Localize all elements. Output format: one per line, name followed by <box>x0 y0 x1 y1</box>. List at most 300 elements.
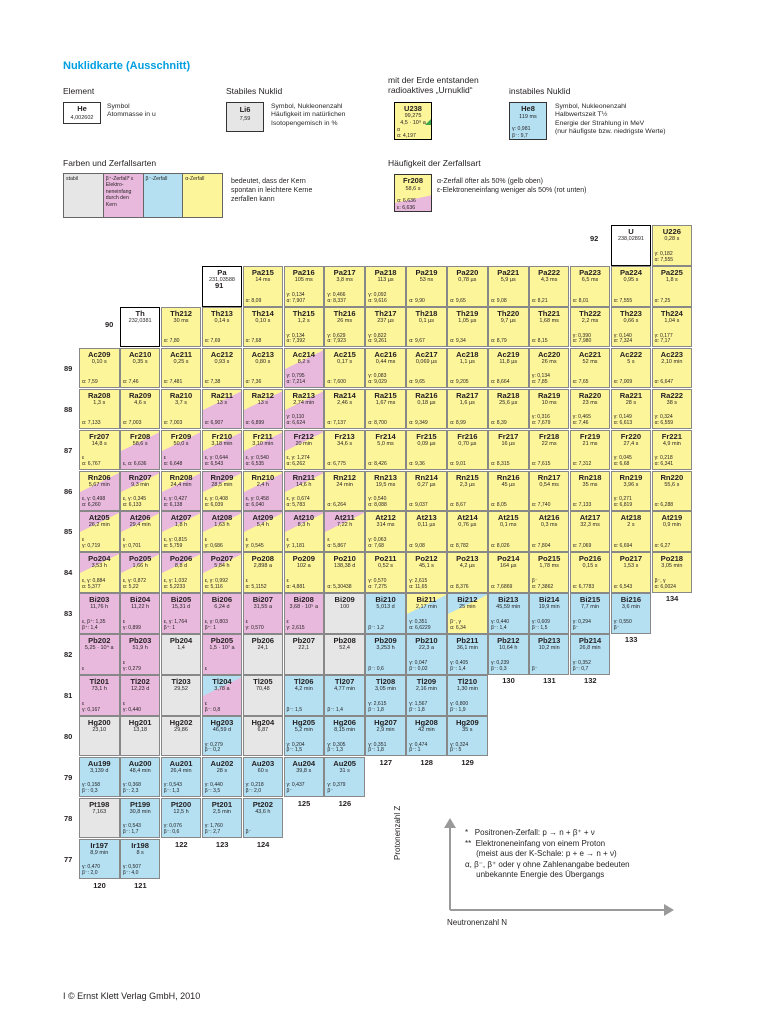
nuclide-name: Ac222 <box>619 349 643 359</box>
nuclide-emission: ε γ: 0,167 <box>82 700 101 713</box>
element-mass: 232,0381 <box>128 317 152 324</box>
nuclide-halflife: 5,2 min <box>294 726 313 733</box>
nuclide-emission: γ: 0,134 α: 7,392 <box>286 332 306 345</box>
z-label: 89 <box>64 363 73 373</box>
nuclide-emission: γ: 0,076 β⁻: 0,6 <box>163 823 182 836</box>
nuclide-emission: γ: 2,615 β⁻: 1,8 <box>368 700 387 713</box>
nuclide-cell <box>447 716 488 757</box>
nuclide-emission: α: 7,36 <box>245 379 262 386</box>
nuclide-halflife: 24,1 <box>257 645 269 652</box>
nuclide-cell <box>120 716 161 757</box>
nuclide-halflife: 11,76 h <box>90 604 109 611</box>
nuclide-cell <box>324 675 365 716</box>
nuclide-name: At205 <box>88 513 110 523</box>
nuclide-name: Po208 <box>251 554 275 564</box>
nuclide-cell <box>570 511 611 552</box>
legend-stable-heading: Stabiles Nuklid <box>226 86 283 96</box>
nuclide-cell <box>488 307 529 348</box>
nuclide-name: Au203 <box>251 758 275 768</box>
nuclide-halflife: 15,31 d <box>171 604 191 611</box>
nuclide-emission: α: 8,026 <box>491 542 510 549</box>
nuclide-halflife: 0,1 µs <box>418 317 434 324</box>
nuclide-halflife: 31,55 a <box>253 604 273 611</box>
nuclide-cell <box>406 348 447 389</box>
nuclide-cell <box>243 634 284 675</box>
nuclide-emission: ε γ: 0,686 <box>204 537 223 549</box>
nuclide-name: Th217 <box>374 308 397 318</box>
nuclide-halflife: 0,27 µs <box>417 481 436 488</box>
nuclide-name: Po212 <box>415 554 438 564</box>
nuclide-cell <box>652 348 693 389</box>
nuclide-name: At213 <box>416 513 437 523</box>
nuclide-name: Rn215 <box>455 472 479 482</box>
nuclide-halflife: 1,78 ms <box>539 563 559 570</box>
nuclide-halflife: 1,8 h <box>174 522 188 529</box>
nuclide-emission: α: 6,27 <box>654 542 671 549</box>
nuclide-halflife: 5 s <box>627 358 635 365</box>
nuclide-emission: γ: 0,140 α: 7,324 <box>613 332 633 345</box>
legend-freq-line2: α: 6,636 <box>397 198 416 204</box>
nuclide-emission: γ: 0,294 β⁻ <box>572 618 591 631</box>
nuclide-halflife: 30 ms <box>173 317 189 324</box>
nuclide-halflife: 36,1 min <box>456 645 478 652</box>
nuclide-halflife: 1,63 h <box>214 522 230 529</box>
nuclide-name: Pb207 <box>292 636 315 646</box>
nuclide-name: Ac219 <box>497 349 520 359</box>
nuclide-cell <box>284 266 325 307</box>
nuclide-name: Fr219 <box>579 431 601 441</box>
nuclide-emission: ε, β⁺: 1,35 β⁺: 1,4 <box>82 618 106 631</box>
nuclide-emission: γ: 0,390 α: 7,980 <box>572 332 592 345</box>
z-label: 92 <box>590 234 599 243</box>
nuclide-emission: ε, γ: 1,032 α: 5,2233 <box>163 577 188 590</box>
nuclide-halflife: 4,3 ms <box>540 277 558 283</box>
nuclide-emission: ε γ: 0,440 <box>122 700 142 713</box>
nuclide-name: Au200 <box>128 758 152 768</box>
nuclide-name: Bi214 <box>539 595 560 605</box>
nuclide-halflife: 20 min <box>295 440 312 447</box>
nuclide-halflife: 0,80 s <box>255 358 271 365</box>
nuclide-name: Hg203 <box>210 717 234 727</box>
nuclide-emission: β⁻ α: 7,3862 <box>531 577 554 590</box>
nuclide-cell <box>79 348 120 389</box>
nuclide-cell <box>365 552 406 593</box>
nuclide-halflife: 50,0 s <box>173 440 189 447</box>
nuclide-cell <box>79 593 120 634</box>
nuclide-name: At208 <box>211 513 233 523</box>
nuclide-emission: γ: 0,368 β⁻: 2,3 <box>122 782 142 795</box>
nuclide-name: Rn213 <box>374 472 397 482</box>
nuclide-emission: γ: 0,134 α: 7,85 <box>531 373 551 386</box>
legend-freq-text-line: α-Zerfall öfter als 50% (gelb oben) <box>437 178 543 185</box>
nuclide-cell <box>243 348 284 389</box>
nuclide-halflife: 0,9 min <box>662 522 681 529</box>
nuclide-name: Fr209 <box>170 431 192 441</box>
nuclide-emission: γ: 0,239 β⁻: 0,3 <box>491 659 510 672</box>
nuclide-emission: ε γ: 0,279 <box>122 659 142 672</box>
nuclide-halflife: 1,2 s <box>297 317 310 324</box>
nuclide-name: At207 <box>170 513 192 523</box>
nuclide-cell <box>120 839 161 880</box>
nuclide-emission: α: 9,08 <box>491 297 507 304</box>
nuclide-name: Ra219 <box>537 390 561 400</box>
nuclide-cell <box>79 511 120 552</box>
nuclide-emission: α: 7,46 <box>122 379 139 386</box>
nuclide-name: Th220 <box>497 308 520 318</box>
nuclide-name: Rn208 <box>169 472 193 482</box>
nuclide-emission: α: 7,38 <box>204 379 221 386</box>
legend-stable-symbol: Li6 <box>239 105 251 114</box>
nuclide-name: Hg205 <box>292 717 316 727</box>
nuclide-name: Th212 <box>170 308 193 318</box>
nuclide-halflife: 10,2 min <box>538 645 560 652</box>
nuclide-halflife: 0,93 s <box>214 358 230 365</box>
nuclide-cell <box>243 430 284 471</box>
nuclide-emission: α: 6,7783 <box>572 583 595 590</box>
nuclide-halflife: 4,77 min <box>334 686 356 692</box>
nuclide-halflife: 1,1 µs <box>459 358 475 365</box>
nuclide-emission: γ: 0,470 β⁻: 2,0 <box>82 864 101 877</box>
nuclide-name: Th223 <box>619 308 642 318</box>
nuclide-cell <box>406 716 447 757</box>
nuclide-cell <box>570 634 611 675</box>
nuclide-name: Pa218 <box>374 268 397 277</box>
legend-freq-line1: 58,6 s <box>405 186 421 192</box>
nuclide-halflife: 1,53 s <box>623 563 639 570</box>
nuclide-cell <box>406 675 447 716</box>
nuclide-cell <box>120 389 161 430</box>
nuclide-cell <box>406 307 447 348</box>
nuclide-cell <box>406 511 447 552</box>
nuclide-name: Ra220 <box>578 390 602 400</box>
nuclide-name: Rn214 <box>415 472 438 482</box>
nuclide-halflife: 4,9 min <box>662 440 681 447</box>
nuclide-name: At216 <box>538 513 560 523</box>
nuclide-emission: ε, γ: 0,540 α: 6,535 <box>245 455 269 468</box>
nuclide-name: Ir198 <box>131 840 150 850</box>
nuclide-cell <box>406 552 447 593</box>
nuclide-emission: α: 8,664 <box>491 379 510 386</box>
nuclide-halflife: 5,013 d <box>376 604 395 611</box>
nuclide-emission: γ: 0,570 α: 7,275 <box>368 577 387 590</box>
nuclide-name: Ra212 <box>251 390 275 400</box>
nuclide-cell <box>611 552 652 593</box>
nuclide-name: Hg202 <box>169 717 193 727</box>
nuclide-cell <box>447 430 488 471</box>
legend-color-betaminus: β⁻-Zerfall <box>144 174 184 217</box>
nuclide-cell <box>161 798 202 839</box>
nuclide-emission: γ: 0,158 β⁻: 0,3 <box>82 782 101 795</box>
nuclide-emission: γ: 0,629 α: 7,923 <box>327 332 346 345</box>
nuclide-name: Fr212 <box>293 431 314 441</box>
nuclide-emission: α: 7,069 <box>572 542 592 549</box>
n-label: 128 <box>420 757 433 767</box>
nuclide-cell <box>570 266 611 307</box>
nuclide-name: Th213 <box>210 308 233 318</box>
nuclide-name: Pt200 <box>170 799 192 809</box>
nuclide-halflife: 102 a <box>296 563 311 570</box>
nuclide-name: Pb202 <box>88 636 111 646</box>
nuclide-emission: α: 7,600 <box>327 379 346 386</box>
nuclide-halflife: 9,7 µs <box>500 317 516 324</box>
nuclide-name: Fr215 <box>416 431 437 441</box>
element-cell <box>120 307 161 348</box>
nuclide-emission: ε, γ: 0,674 α: 5,783 <box>286 496 310 509</box>
nuclide-emission: γ: 0,540 α: 8,088 <box>368 496 387 509</box>
nuclide-name: Pb213 <box>537 636 561 646</box>
nuclide-cell <box>243 716 284 757</box>
nuclide-cell <box>488 511 529 552</box>
nuclide-halflife: 60 s <box>257 767 269 774</box>
nuclide-name: Po214 <box>497 554 520 564</box>
nuclide-name: Po216 <box>578 554 602 564</box>
nuclide-name: Rn210 <box>251 472 275 482</box>
nuclide-halflife: 8,9 min <box>90 849 109 856</box>
nuclide-name: Rn209 <box>210 472 234 482</box>
nuclide-cell <box>243 593 284 634</box>
nuclide-cell <box>202 552 243 593</box>
nuclide-cell <box>161 511 202 552</box>
nuclide-emission: β⁻, γ α: 6,0024 <box>654 577 676 590</box>
nuclide-name: Ir197 <box>90 840 109 850</box>
nuclide-halflife: 138,38 d <box>333 563 356 570</box>
nuclide-cell <box>243 552 284 593</box>
nuclide-name: At209 <box>252 513 274 523</box>
nuclide-halflife: 28 s <box>625 399 637 406</box>
nuclide-halflife: 2,4 h <box>256 481 269 488</box>
nuclide-cell <box>202 634 243 675</box>
nuclide-halflife: 2,16 min <box>415 686 437 692</box>
nuclide-name: Ra208 <box>88 390 111 400</box>
nuclide-name: Pb209 <box>374 636 397 646</box>
nuclide-cell <box>406 471 447 512</box>
nuclide-name: Rn218 <box>578 472 602 482</box>
nuclide-cell <box>406 430 447 471</box>
nuclide-emission: γ: 0,465 α: 7,46 <box>572 414 591 427</box>
nuclide-halflife: 6,5 ms <box>581 277 599 283</box>
legend-ur-heading-line: radioaktives „Urnuklid“ <box>388 85 473 95</box>
nuclide-cell <box>161 430 202 471</box>
legend-stable-text-line: Häufigkeit im natürlichen <box>271 111 346 119</box>
legend-ur-line1: 99,275 <box>404 113 422 119</box>
nuclide-emission: α: 7,009 <box>613 379 633 386</box>
nuclide-cell <box>611 266 652 307</box>
nuclide-emission: γ: 0,047 β⁻: 0,02 <box>409 659 428 672</box>
nuclide-halflife: 164 µs <box>499 563 517 570</box>
nuclide-name: Tl203 <box>171 677 191 686</box>
nuclide-name: Fr220 <box>620 431 642 441</box>
nuclide-halflife: 2,17 min <box>415 604 437 611</box>
nuclide-name: Th216 <box>333 308 356 318</box>
nuclide-cell <box>365 266 406 307</box>
nuclide-name: At211 <box>334 513 355 523</box>
nuclide-cell <box>79 430 120 471</box>
nuclide-emission: α: 8,79 <box>491 338 507 345</box>
nuclide-emission: γ: 0,550 β⁻ <box>613 618 632 631</box>
nuclide-halflife: 26,4 min <box>170 767 192 774</box>
nuclide-cell <box>324 471 365 512</box>
nuclide-cell <box>488 593 529 634</box>
nuclide-halflife: 21 ms <box>582 440 598 447</box>
nuclide-name: At217 <box>579 513 601 523</box>
nuclide-emission: α: 6,543 <box>613 583 633 590</box>
nuclide-cell <box>161 471 202 512</box>
nuclide-emission: γ: 0,305 β⁻: 1,3 <box>327 741 346 754</box>
nuclide-name: Po218 <box>660 554 684 564</box>
nuclide-halflife: 39,8 s <box>296 767 312 774</box>
nuclide-cell <box>365 430 406 471</box>
nuclide-halflife: 0,17 s <box>337 358 353 365</box>
nuclide-halflife: 3,05 min <box>661 563 683 570</box>
nuclide-cell <box>243 757 284 798</box>
nuclide-emission: γ: 0,351 β⁻: 1,8 <box>368 741 387 754</box>
nuclide-halflife: 58,6 s <box>132 440 148 447</box>
nuclide-cell <box>243 511 284 552</box>
nuclide-halflife: 0,28 s <box>664 236 680 243</box>
nuclide-cell <box>611 593 652 634</box>
element-symbol: U <box>628 227 634 237</box>
nuclide-emission: γ: 0,352 β⁻: 0,7 <box>572 659 591 672</box>
nuclide-cell <box>161 552 202 593</box>
nuclide-cell <box>161 389 202 430</box>
nuclide-emission: γ: 0,279 β⁻: 0,2 <box>204 741 223 754</box>
nuclide-emission: γ: 0,218 α: 6,341 <box>654 455 674 468</box>
nuclide-halflife: 1,67 ms <box>375 399 396 406</box>
nuclide-cell <box>161 757 202 798</box>
nuclide-halflife: 0,54 ms <box>539 481 559 488</box>
nuclide-halflife: 0,10 s <box>255 317 271 324</box>
legend-unstable-text-line: Energie der Strahlung in MeV <box>555 119 645 127</box>
n-label: 130 <box>502 676 515 686</box>
nuclide-name: Pb214 <box>578 636 602 646</box>
nuclide-cell <box>488 430 529 471</box>
nuclide-name: Bi213 <box>498 595 519 605</box>
nuclide-name: Pb206 <box>251 636 275 646</box>
note-line: unbekannte Energie des Übergangs <box>465 870 605 879</box>
nuclide-name: Hg209 <box>455 717 479 727</box>
nuclide-halflife: 8,8 d <box>174 563 188 570</box>
nuclide-cell <box>529 511 570 552</box>
nuclide-cell <box>202 389 243 430</box>
legend-color-alpha: α-Zerfall <box>183 174 222 217</box>
nuclide-cell <box>447 634 488 675</box>
nuclide-name: Ra210 <box>169 390 193 400</box>
nuclide-halflife: 0,76 µs <box>458 522 477 529</box>
nuclide-halflife: 0,11 µs <box>417 522 436 529</box>
nuclide-name: Ac210 <box>128 349 152 359</box>
note-line: (meist aus der K-Schale: p + e → n + ν) <box>465 849 617 858</box>
nuclide-halflife: 2,5 min <box>212 808 231 815</box>
nuclide-name: Hg200 <box>87 717 111 727</box>
z-label: 90 <box>105 320 114 329</box>
nuclide-halflife: 2,10 min <box>661 358 683 365</box>
nuclide-name: Au199 <box>87 758 111 768</box>
nuclide-emission: γ: 0,204 β⁻: 1,5 <box>286 741 305 754</box>
nuclide-halflife: 3,68 · 10⁵ a <box>289 604 319 611</box>
element-symbol: Th <box>135 308 145 318</box>
nuclide-emission: α: 8,99 <box>450 420 466 427</box>
nuclide-cell <box>324 552 365 593</box>
nuclide-emission: ε, γ: 0,644 α: 6,543 <box>204 455 228 468</box>
nuclide-halflife: 28 s <box>216 767 228 774</box>
nuclide-emission: α: 9,67 <box>409 338 425 345</box>
nuclide-halflife: 12,5 h <box>173 808 189 815</box>
nuclide-name: Tl207 <box>334 677 355 686</box>
nuclide-halflife: 0,70 µs <box>458 440 477 447</box>
nuclide-name: Fr217 <box>498 431 519 441</box>
nuclide-halflife: 45,1 s <box>418 563 434 570</box>
legend-colors-heading: Farben und Zerfallsarten <box>63 158 157 168</box>
nuclide-halflife: 35 ms <box>582 481 598 488</box>
nuclide-emission: α: 7,59 <box>82 379 98 386</box>
nuclide-halflife: 1,5 · 10⁷ a <box>209 645 235 652</box>
nuclide-name: Ra211 <box>210 390 233 400</box>
nuclide-emission: γ: 0,437 β⁻ <box>286 782 305 795</box>
nuclide-emission: ε, γ: 0,408 α: 6,039 <box>204 496 228 509</box>
nuclide-cell <box>284 307 325 348</box>
nuclide-halflife: 3,96 s <box>623 481 639 488</box>
nuclide-emission: γ: 0,083 α: 9,029 <box>368 373 387 386</box>
n-label: 134 <box>665 594 679 604</box>
nuclide-cell <box>284 511 325 552</box>
nuclide-halflife: 14,8 s <box>91 440 107 447</box>
nuclide-halflife: 43,6 h <box>255 808 271 815</box>
nuclide-emission: γ: 0,110 α: 6,624 <box>286 414 306 427</box>
n-label: 124 <box>256 839 270 849</box>
nuclide-name: At215 <box>497 513 519 523</box>
n-label: 120 <box>93 880 106 890</box>
element-cell <box>611 225 652 266</box>
legend-ur-line4: α: 4,197 <box>397 133 416 139</box>
nuclide-name: Bi215 <box>579 595 601 605</box>
nuclide-cell <box>161 307 202 348</box>
nuclide-emission: α: 7,740 <box>531 502 551 509</box>
nuclide-emission: ε, γ: 0,458 α: 6,040 <box>245 496 269 509</box>
nuclide-cell <box>79 552 120 593</box>
nuclide-emission: ε, γ: 1,764 β⁺: 1 <box>163 618 188 631</box>
nuclide-halflife: 0,95 s <box>623 277 639 283</box>
nuclide-name: Ac212 <box>210 349 234 359</box>
nuclide-name: Fr216 <box>457 431 478 441</box>
nuclide-emission: α: 6,264 <box>327 502 346 509</box>
nuclide-emission: α: 6,288 <box>654 502 674 509</box>
legend-ur-line2: 4,5 · 10⁹ a <box>400 120 426 126</box>
nuclide-cell <box>447 307 488 348</box>
nuclide-cell <box>324 757 365 798</box>
nuclide-name: Ra218 <box>497 390 520 400</box>
nuclide-halflife: 23 ms <box>582 399 598 406</box>
nuclide-emission: ε, α: 6,636 <box>122 461 147 468</box>
nuclide-halflife: 26 ms <box>337 317 353 324</box>
legend-color-stable: stabil <box>64 174 104 217</box>
nuclide-cell <box>529 634 570 675</box>
nuclide-emission: α: 8,39 <box>491 420 507 427</box>
nuclide-cell <box>284 552 325 593</box>
nuclide-halflife: 14,6 h <box>296 481 312 488</box>
nuclide-halflife: 1,04 s <box>664 317 680 324</box>
nuclide-halflife: 30,8 min <box>129 808 151 815</box>
nuclide-name: Ac209 <box>88 349 111 359</box>
nuclide-name: Ac223 <box>660 349 684 359</box>
nuclide-emission: α: 6,907 <box>204 420 224 427</box>
legend-element-text-line: Atommasse in u <box>107 111 156 119</box>
nuclide-name: Pa224 <box>619 268 642 277</box>
nuclide-name: Pa217 <box>333 268 356 277</box>
legend-freq-text-line: ε-Elektroneneinfang weniger als 50% (rot unten) <box>437 187 587 194</box>
nuclide-cell <box>284 348 325 389</box>
nuclide-halflife: 27,4 s <box>623 440 639 447</box>
nuclide-cell <box>202 757 243 798</box>
